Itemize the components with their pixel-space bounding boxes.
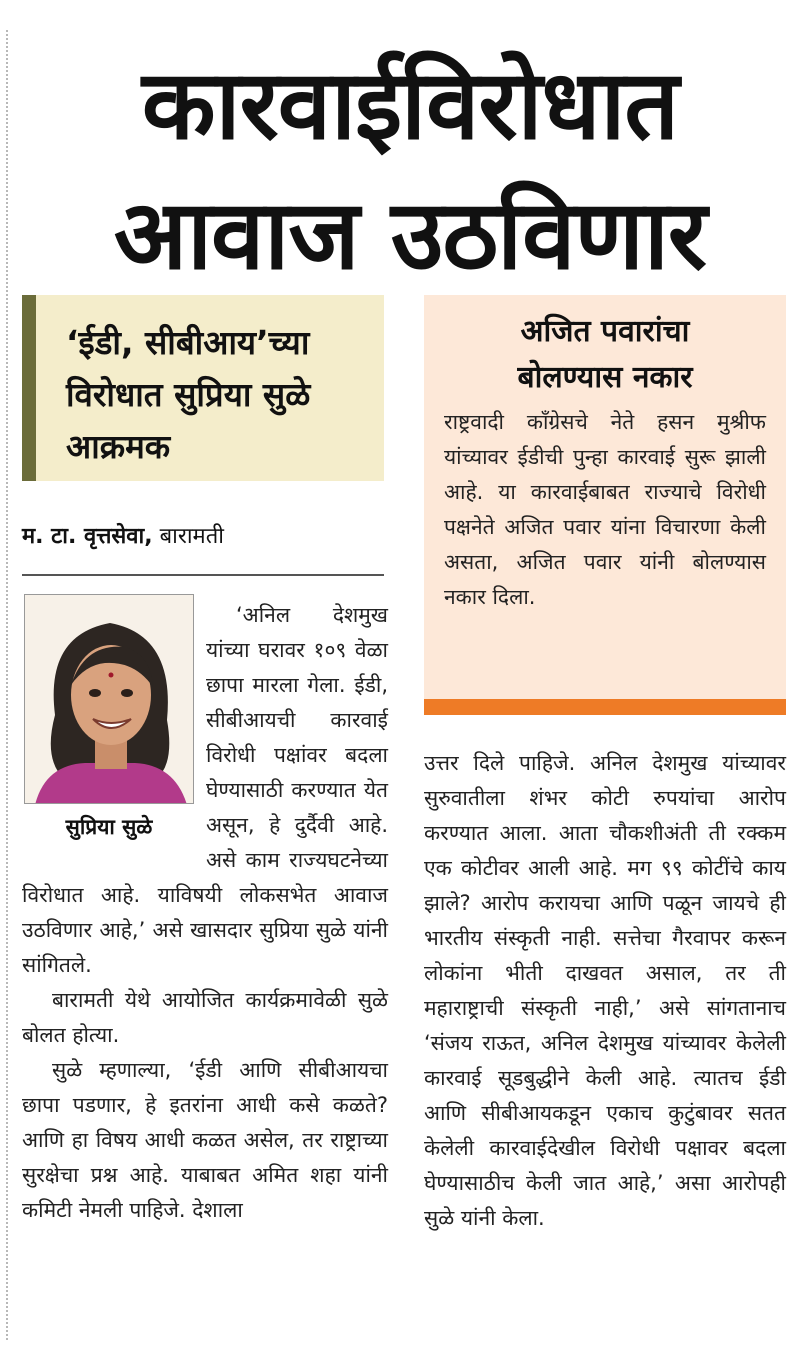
article-paragraph-2: बारामती येथे आयोजित कार्यक्रमावेळी सुळे बोलत होत्या. bbox=[22, 988, 388, 1047]
byline bbox=[22, 522, 384, 552]
headline bbox=[40, 40, 780, 300]
deck-line-2: विरोधात सुप्रिया सुळे bbox=[66, 375, 311, 414]
sidebar-title-line-2: बोलण्यास नकार bbox=[517, 360, 693, 395]
column-dotted-rule bbox=[6, 30, 8, 1340]
byline-place: बारामती bbox=[159, 524, 224, 549]
headline-line-2: आवाज उठविणार bbox=[113, 179, 707, 291]
sidebar-box bbox=[424, 295, 786, 715]
headline-line-1: कारवाईविरोधात bbox=[141, 49, 679, 161]
photo-caption: सुप्रिया सुळे bbox=[65, 815, 153, 839]
sidebar-title bbox=[444, 309, 766, 401]
article-column-left bbox=[22, 598, 388, 1228]
sidebar-title-line-1: अजित पवारांचा bbox=[520, 314, 690, 349]
photo-wrap-space bbox=[22, 598, 206, 856]
byline-rule bbox=[22, 574, 384, 576]
article-paragraph-3: सुळे म्हणाल्या, ‘ईडी आणि सीबीआयचा छापा पडणार, हे इतरांना आधी कसे कळते? आणि हा विषय आधी कळत असेल, तर राष्ट्राच्या सुरक्षेचा प्रश्न आहे. याबाबत अमित शहा यांनी कमिटी नेमली पाहिजे. देशाला bbox=[22, 1058, 388, 1222]
byline-source: म. टा. वृत्तसेवा, bbox=[22, 524, 153, 549]
deck-line-3: आक्रमक bbox=[66, 427, 171, 466]
deck-box bbox=[22, 295, 384, 481]
article-paragraph-1: ‘अनिल देशमुख यांच्या घरावर १०९ वेळा छापा मारला गेला. ईडी, सीबीआयची कारवाई विरोधी पक्षांवर बदला घेण्यासाठी करण्यात येत असून, हे दुर्दैवी आहे. असे काम राज्यघटनेच्या विरोधात आहे. याविषयी लोकसभेत आवाज उठविणार आहे,’ असे खासदार सुप्रिया सुळे यांनी सांगितले. bbox=[22, 603, 388, 977]
deck-line-1: ‘ईडी, सीबीआय’च्या bbox=[66, 323, 310, 362]
article-paragraph-4: उत्तर दिले पाहिजे. अनिल देशमुख यांच्यावर सुरुवातीला शंभर कोटी रुपयांचा आरोप करण्यात आला. आता चौकशीअंती ती रक्कम एक कोटीवर आली आहे. मग ९९ कोटींचे काय झाले? आरोप करायचा आणि पळून जायचे ही भारतीय संस्कृती नाही. सत्तेचा गैरवापर करून लोकांना भीती दाखवत असाल, तर ती महाराष्ट्राची संस्कृती नाही,’ असे सांगतानाच ‘संजय राऊत, अनिल देशमुख यांच्यावर केलेली कारवाई सूडबुद्धीने केली आहे. त्यातच ईडी आणि सीबीआयकडून एकाच कुटुंबावर सतत केलेली कारवाईदेखील विरोधी पक्षावर बदला घेण्यासाठीच केली जात आहे,’ असा आरोपही सुळे यांनी केला. bbox=[424, 751, 786, 1230]
article-column-right bbox=[424, 746, 786, 1236]
sidebar-body: राष्ट्रवादी काँग्रेसचे नेते हसन मुश्रीफ यांच्यावर ईडीची पुन्हा कारवाई सुरू झाली आहे. या कारवाईबाबत राज्याचे विरोधी पक्षनेते अजित पवार यांना विचारणा केली असता, अजित पवार यांनी बोलण्यास नकार दिला. bbox=[444, 410, 766, 609]
